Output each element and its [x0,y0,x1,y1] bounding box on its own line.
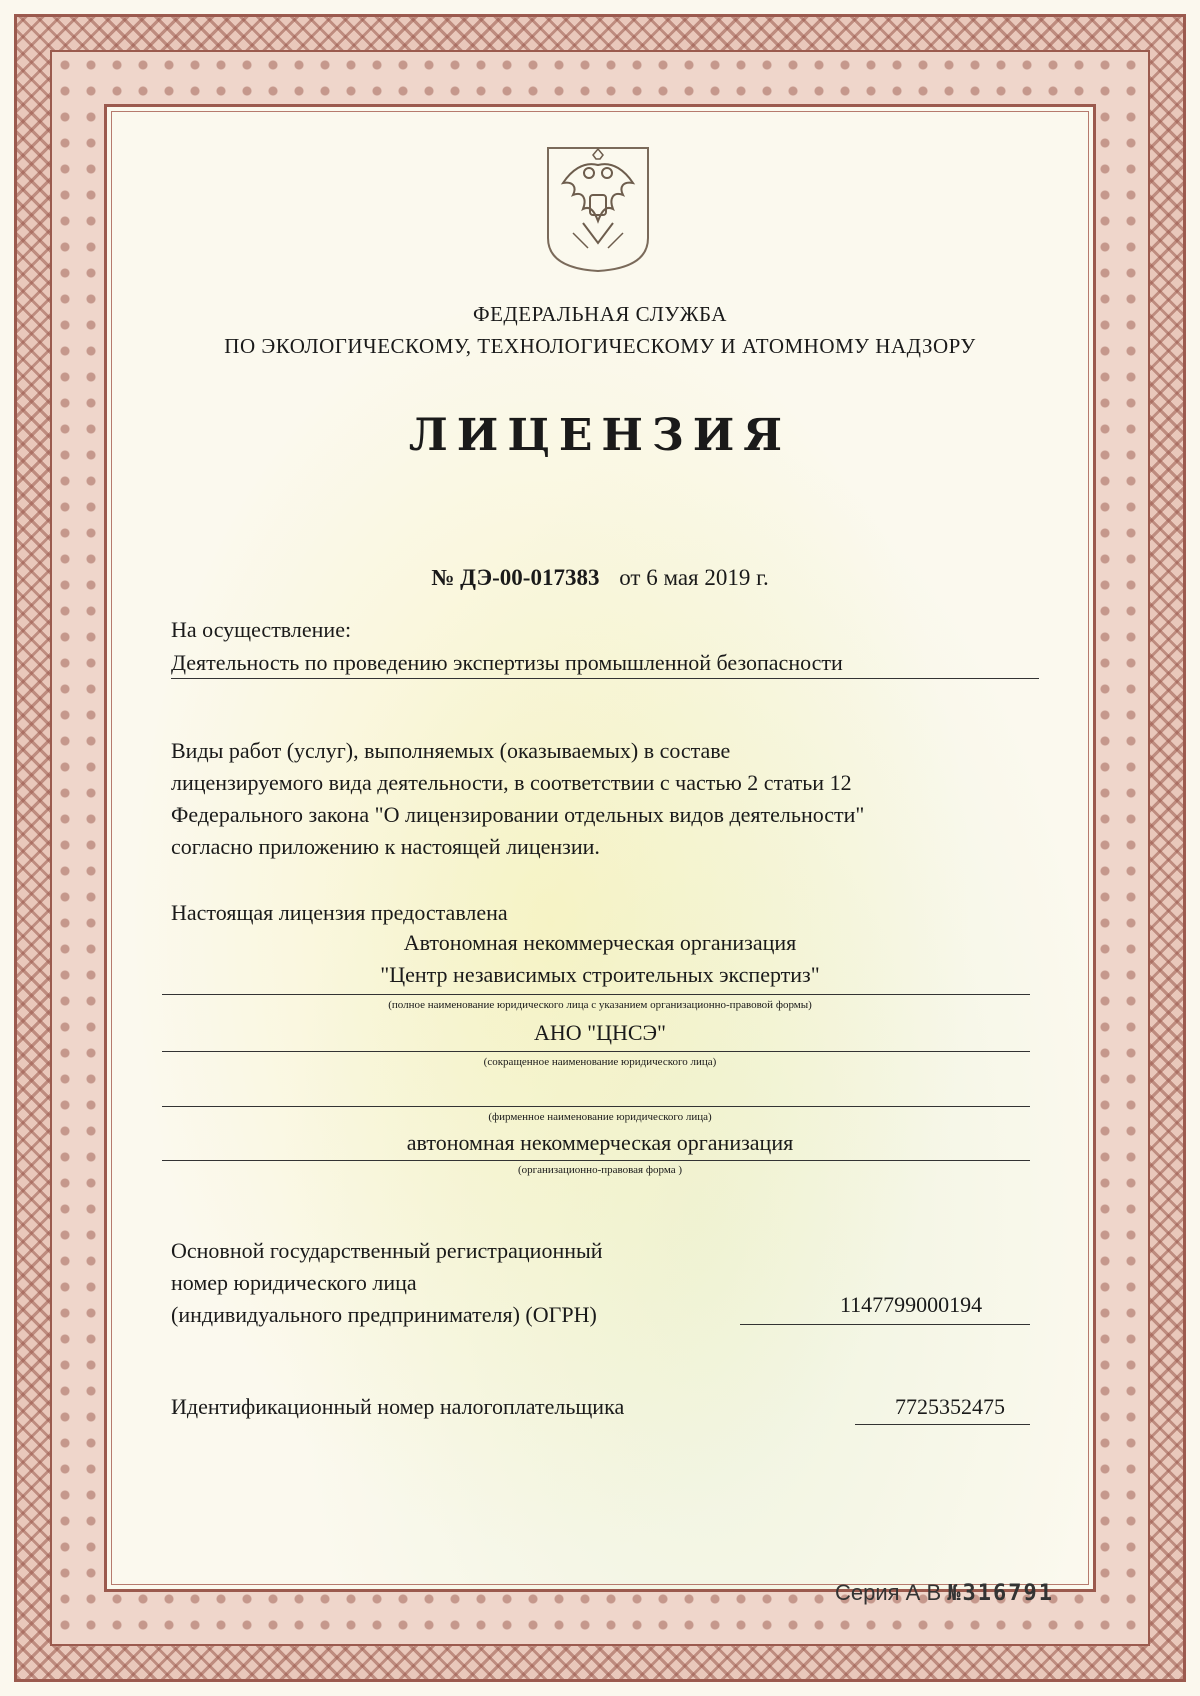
full-name-underline [162,994,1030,995]
ogrn-label-line-1: Основной государственный регистрационный [171,1238,603,1263]
inn-underline [855,1424,1030,1425]
inn-value: 7725352475 [895,1394,1005,1419]
agency-name-line-1: ФЕДЕРАЛЬНАЯ СЛУЖБА [473,302,727,326]
works-line-2: лицензируемого вида деятельности, в соответствии с частью 2 статьи 12 [171,770,852,795]
licensee-legal-form: автономная некоммерческая организация [406,1130,794,1155]
legal-form-underline [162,1160,1030,1161]
full-name-caption: (полное наименование юридического лица с указанием организационно-правовой формы) [388,999,812,1011]
ogrn-underline [740,1324,1030,1325]
agency-name-line-2: ПО ЭКОЛОГИЧЕСКОМУ, ТЕХНОЛОГИЧЕСКОМУ И АТОМНОМУ НАДЗОРУ [224,334,976,358]
form-series [835,1580,1054,1606]
short-name-underline [162,1051,1030,1052]
licensee-intro: Настоящая лицензия предоставлена [171,900,508,925]
ogrn-value: 1147799000194 [840,1292,983,1317]
series-number: №316791 [947,1581,1054,1606]
licensee-short-name: АНО "ЦНСЭ" [533,1020,667,1045]
licensee-full-name-line-1: Автономная некоммерческая организация [403,930,797,955]
works-line-4: согласно приложению к настоящей лицензии. [171,834,600,859]
license-date: от 6 мая 2019 г. [619,565,769,590]
works-line-1: Виды работ (услуг), выполняемых (оказываемых) в составе [171,738,731,763]
document-title: ЛИЦЕНЗИЯ [408,410,792,461]
russian-coat-of-arms-icon [543,143,653,273]
licensee-full-name-line-2: "Центр независимых строительных экспертиз" [380,962,820,987]
activity-value: Деятельность по проведению экспертизы промышленной безопасности [171,648,1039,679]
legal-form-caption: (организационно-правовая форма ) [517,1164,683,1176]
series-label: Серия А В [835,1580,942,1605]
inn-label: Идентификационный номер налогоплательщика [171,1394,625,1419]
brand-name-caption: (фирменное наименование юридического лица) [488,1111,712,1123]
short-name-caption: (сокращенное наименование юридического лица) [483,1056,717,1068]
ogrn-label-line-2: номер юридического лица [171,1270,417,1295]
activity-label: На осуществление: [171,617,352,642]
works-line-3: Федерального закона "О лицензировании отдельных видов деятельности" [171,802,865,827]
brand-name-underline [162,1106,1030,1107]
license-number-line [0,565,1200,591]
ogrn-label-line-3: (индивидуального предпринимателя) (ОГРН) [171,1302,597,1327]
license-number: № ДЭ-00-017383 [431,565,600,590]
